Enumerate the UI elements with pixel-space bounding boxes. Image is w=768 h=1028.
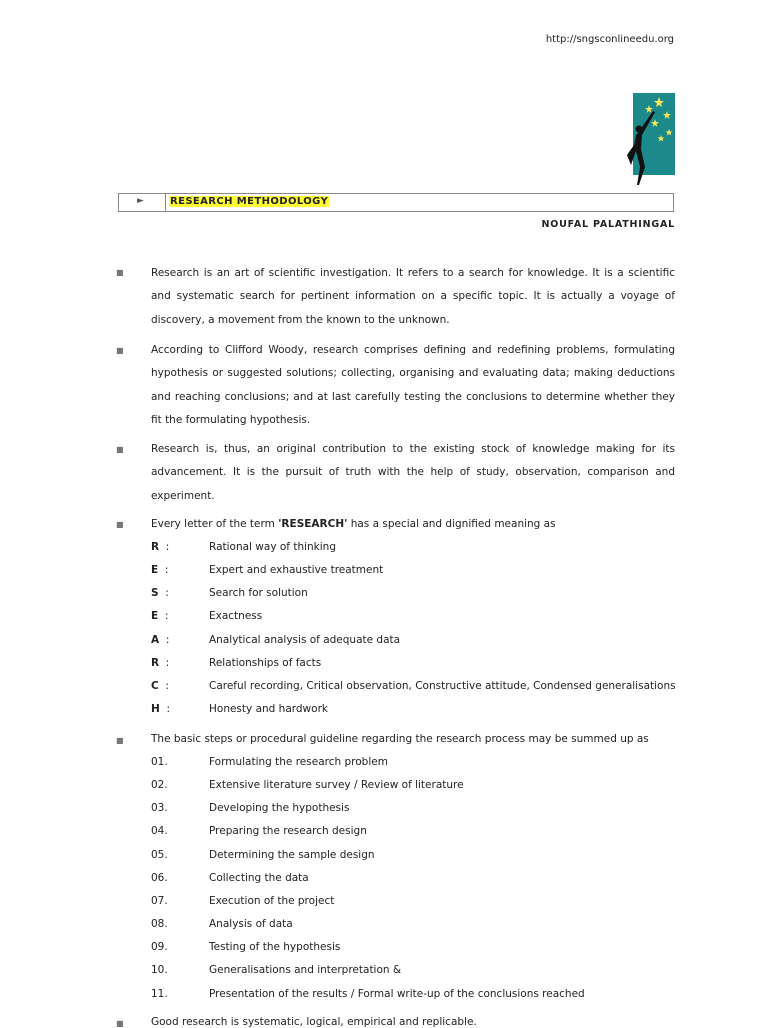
meaning: Relationships of facts	[209, 657, 322, 669]
step-text: Generalisations and interpretation &	[209, 964, 402, 976]
header-url[interactable]: http://sngsconlineedu.org	[545, 34, 674, 45]
last-bullet-text: Good research is systematic, logical, empirical and replicable.	[151, 1016, 477, 1028]
research-term: 'RESEARCH'	[278, 518, 348, 530]
step-text: Collecting the data	[209, 872, 309, 884]
step-text: Formulating the research problem	[209, 756, 388, 768]
step-text: Determining the sample design	[209, 849, 375, 861]
bullet-icon: ■	[116, 445, 124, 454]
paragraph-3: Research is, thus, an original contribution to the existing stock of knowledge making for its advancement. It is the pursuit of truth with the help of study, observation, comparison and experiment.	[151, 443, 675, 502]
meaning: Search for solution	[209, 587, 308, 599]
step-number: 03.	[151, 802, 168, 814]
step-number: 06.	[151, 872, 168, 884]
step-number: 02.	[151, 779, 168, 791]
step-number: 01.	[151, 756, 168, 768]
letter: E	[151, 610, 159, 622]
colon: :	[165, 587, 169, 599]
step-number: 11.	[151, 988, 168, 1000]
letter: R	[151, 541, 160, 553]
bullet-icon: ■	[116, 268, 124, 277]
paragraph-2: According to Clifford Woody, research comprises defining and redefining problems, formulating hypothesis or suggested solutions; collecting, organising and evaluating data; making deductions and reaching conclusions; and at last carefully testing the conclusions to determine whether they fit the formulating hypothesis.	[151, 344, 675, 426]
reaching-figure-logo	[619, 93, 675, 185]
meaning: Careful recording, Critical observation, Constructive attitude, Condensed generalisations	[209, 680, 676, 692]
bullet-icon: ■	[116, 520, 124, 529]
step-text: Extensive literature survey / Review of literature	[209, 779, 464, 791]
step-number: 08.	[151, 918, 168, 930]
divider	[165, 194, 166, 211]
bullet-icon: ■	[116, 736, 124, 745]
colon: :	[165, 634, 170, 646]
step-number: 07.	[151, 895, 168, 907]
steps-intro: The basic steps or procedural guideline regarding the research process may be summed up as	[151, 733, 649, 745]
colon: :	[164, 610, 169, 622]
step-text: Presentation of the results / Formal write-up of the conclusions reached	[209, 988, 585, 1000]
author-name: NOUFAL PALATHINGAL	[541, 219, 675, 230]
page-title: RESEARCH METHODOLOGY	[170, 196, 329, 207]
letter: S	[151, 587, 159, 599]
step-number: 10.	[151, 964, 168, 976]
step-number: 09.	[151, 941, 168, 953]
step-text: Execution of the project	[209, 895, 335, 907]
research-intro	[151, 518, 556, 530]
colon: :	[164, 564, 169, 576]
letter: R	[151, 657, 160, 669]
step-number: 04.	[151, 825, 168, 837]
step-text: Developing the hypothesis	[209, 802, 350, 814]
bullet-icon: ■	[116, 1019, 124, 1028]
letter: C	[151, 680, 159, 692]
letter: A	[151, 634, 160, 646]
bullet-icon: ■	[116, 346, 124, 355]
colon: :	[165, 657, 170, 669]
paragraph-1: Research is an art of scientific investigation. It refers to a search for knowledge. It is a scientific and systematic search for pertinent information on a specific topic. It is actually a voyage of discovery, a movement from the known to the unknown.	[151, 267, 675, 326]
step-text: Testing of the hypothesis	[209, 941, 341, 953]
colon: :	[165, 680, 169, 692]
meaning: Rational way of thinking	[209, 541, 336, 553]
intro-text-before: Every letter of the term	[151, 518, 279, 530]
meaning: Expert and exhaustive treatment	[209, 564, 384, 576]
arrow-icon: ►	[137, 196, 144, 206]
colon: :	[165, 541, 170, 553]
step-text: Preparing the research design	[209, 825, 367, 837]
intro-text-after: has a special and dignified meaning as	[347, 518, 556, 530]
step-text: Analysis of data	[209, 918, 293, 930]
meaning: Analytical analysis of adequate data	[209, 634, 401, 646]
colon: :	[166, 703, 171, 715]
letter: H	[151, 703, 160, 715]
meaning: Honesty and hardwork	[209, 703, 328, 715]
section-title-bar	[118, 193, 674, 212]
meaning: Exactness	[209, 610, 263, 622]
letter: E	[151, 564, 159, 576]
step-number: 05.	[151, 849, 168, 861]
